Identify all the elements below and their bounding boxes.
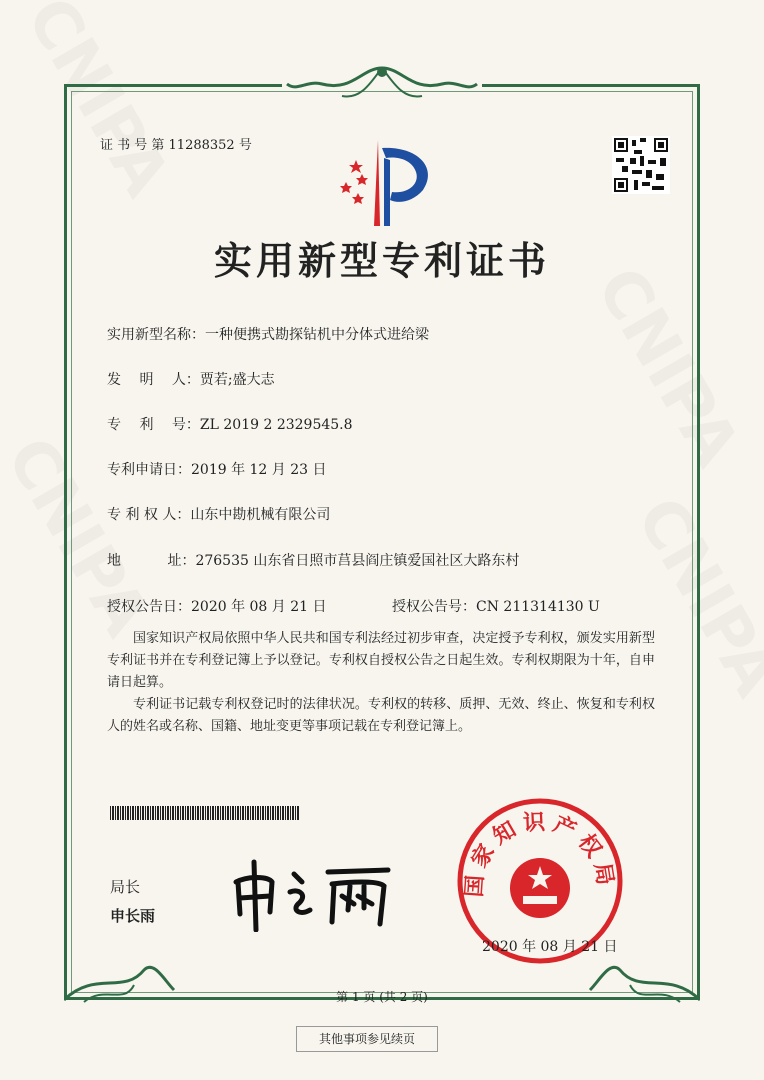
barcode [110,806,300,820]
patentee-field [107,504,330,524]
field-label: 专 利 权 人： [107,507,191,523]
field-value: 276535 山东省日照市莒县阎庄镇爱国社区大路东村 [195,553,520,569]
seal-date: 2020 年 08 月 21 日 [482,939,618,955]
field-label: 专 利 号： [107,417,200,433]
certificate-number: 证 书 号 第 11288352 号 [100,138,252,153]
field-label: 授权公告号： [392,599,476,615]
statement-paragraph: 专利证书记载专利权登记时的法律状况。专利权的转移、质押、无效、终止、恢复和专利权人的姓名或名称、国籍、地址变更等事项记载在专利登记簿上。 [107,697,655,734]
director-name: 申长雨 [110,907,156,925]
field-value: 山东中勘机械有限公司 [190,507,331,523]
page-number: 第 1 页 (共 2 页) [336,990,428,1004]
field-value: CN 211314130 U [476,599,600,615]
field-value: ZL 2019 2 2329545.8 [199,417,353,433]
director-title: 局长 [110,878,141,896]
field-value: 2020 年 08 月 21 日 [191,599,327,615]
field-label: 地 址： [107,553,196,569]
page-title: 实用新型专利证书 [213,238,550,283]
seal-text: 国家知识产权局 [462,810,619,898]
announcement-number-field [392,596,600,616]
inventor-field [107,369,275,389]
field-value: 2019 年 12 月 23 日 [191,462,327,478]
statement-paragraph: 国家知识产权局依照中华人民共和国专利法经过初步审查，决定授予专利权，颁发实用新型专利证书并在专利登记簿上予以登记。专利权自授权公告之日起生效。专利权期限为十年，自申请日起算。 [107,631,655,690]
field-label: 发 明 人： [107,372,200,388]
qr-code-icon [612,136,670,194]
field-label: 专利申请日： [107,462,191,478]
patent-number-field [107,414,353,434]
cnipa-logo-icon [328,138,440,228]
director-signature [228,852,398,932]
grant-date-field [107,596,327,616]
certificate-statement [107,628,655,738]
field-label: 实用新型名称： [107,327,205,343]
field-label: 授权公告日： [107,599,191,615]
top-ornament-icon [282,62,482,106]
address-field [107,550,519,570]
continued-note: 其他事项参见续页 [296,1026,438,1052]
field-value: 贾若;盛大志 [199,372,275,388]
utility-model-name-field [107,324,429,344]
field-value: 一种便携式勘探钻机中分体式进给梁 [205,327,429,343]
application-date-field [107,459,327,479]
